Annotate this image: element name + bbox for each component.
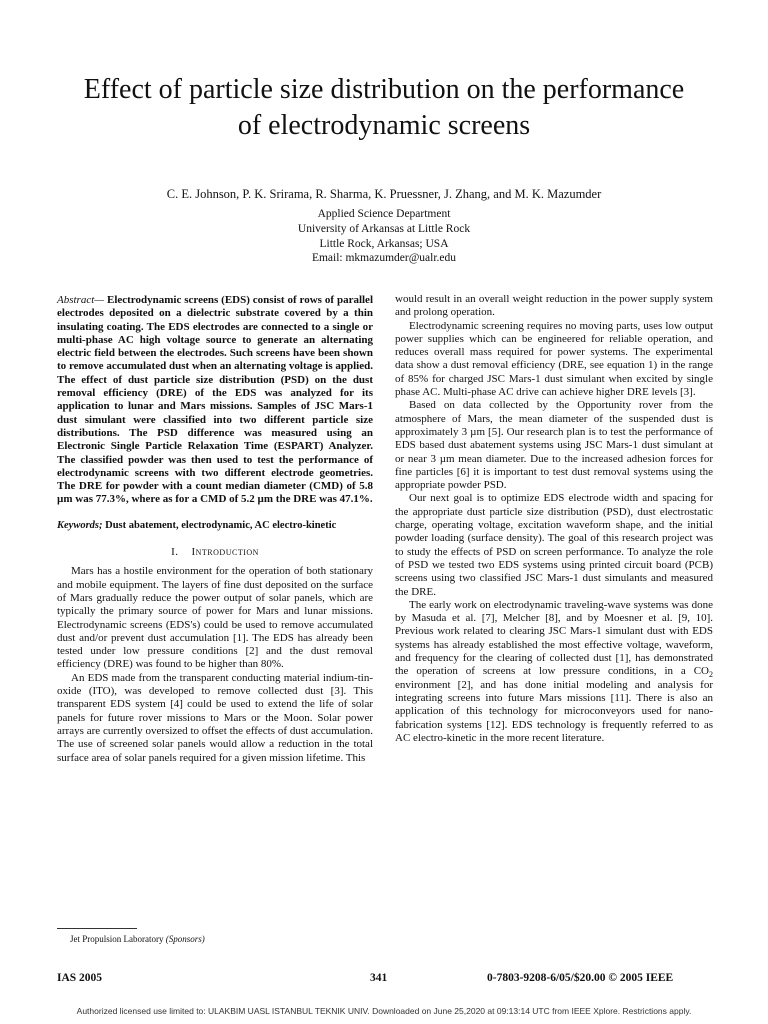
affiliation-univ: University of Arkansas at Little Rock [297, 222, 471, 235]
paragraph [395, 599, 713, 745]
title-line-2: of electrodynamic screens [237, 110, 531, 141]
footnote-italic: (Sponsors) [165, 934, 205, 944]
subscript: 2 [709, 670, 713, 680]
paragraph: An EDS made from the transparent conducting material indium-tin-oxide (ITO), was developed to remove collected dust [3]. This transparent EDS system [4] could be used to extend the life of solar panels for future rover missions to Mars or the Moon. Solar power arrays are currently oversized to offset the effects of dust accumulation. The use of screened solar panels would allow a reduction in the total surface area of solar panels required for a given mission lifetime. This [57, 671, 373, 764]
paragraph: Mars has a hostile environment for the operation of both stationary and mobile equipment. The layers of fine dust deposited on the surface of Mars gradually reduce the power output of solar panels, which are typically the primary source of power for Mars and lunar missions. Electrodynamic screens (EDS's) could be used to remove accumulated dust and/or prevent dust accumulation [1]. The EDS has already been tested under low pressure conditions [2] and the dust removal efficiency (DRE) was found to be higher than 80%. [57, 565, 373, 671]
title-line-1: Effect of particle size distribution on the performance [83, 74, 685, 105]
abstract [57, 294, 373, 507]
paragraph-text: The early work on electrodynamic traveling-wave systems was done by Masuda et al. [7], Melcher [8], and by Moesner et al. [9, 10]. Previous work related to clearing JSC Mars-1 simulant dust with EDS systems has already established the most effective voltage, waveform, and frequency for the clearing of collected dust [1], has demonstrated the operation of screens at low pressure conditions, in a CO [395, 598, 713, 678]
footer-copyright: 0-7803-9208-6/05/$20.00 © 2005 IEEE [487, 972, 674, 984]
paragraph: Our next goal is to optimize EDS electrode width and spacing for the appropriate dust particle size distribution (PSD), dust electrostatic charge, operating voltage, excitation waveform shape, and the initial powder loading (surface density). The goal of this research project was to study the effects of PSD on screen performance. To analyze the role of PSD we tested two EDS systems using printed circuit board (PCB) screens using two classified JSC Mars-1 dust simulants and measured the DRE. [395, 492, 713, 598]
abstract-label: Abstract— [57, 294, 105, 306]
license-notice: Authorized licensed use limited to: ULAKBIM UASL ISTANBUL TEKNIK UNIV. Downloaded on June 25,2020 at 09:13:14 UTC from IEEE Xplore. Restrictions apply. [76, 1006, 692, 1016]
affiliation-dept: Applied Science Department [317, 208, 451, 220]
keywords-text: Dust abatement, electrodynamic, AC electro-kinetic [102, 519, 337, 531]
footer-conference: IAS 2005 [57, 972, 103, 984]
footnote-text: Jet Propulsion Laboratory [70, 934, 166, 944]
page-number: 341 [370, 972, 388, 984]
left-column [57, 294, 373, 765]
section-title: Introduction [191, 546, 259, 559]
footnote [70, 934, 205, 944]
paper-title [40, 72, 728, 144]
paragraph: would result in an overall weight reduction in the power supply system and prolong operation. [395, 293, 713, 319]
abstract-text: Electrodynamic screens (EDS) consist of rows of parallel electrodes deposited on a dielectric substrate covered by a thin insulating coating. The EDS electrodes are connected to a single or multi-phase AC high voltage source to generate an alternating electric field between the electrodes. Such screens have been shown to remove accumulated dust when an alternating voltage is applied. The effect of dust particle size distribution (PSD) on the dust removal efficiency (DRE) of the EDS was analyzed for its application to lunar and Mars missions. Samples of JSC Mars-1 dust simulant were classified into two different particle size distributions. The PSD difference was measured using an Electronic Single Particle Relaxation Time (ESPART) Analyzer. The classified powder was then used to test the performance of electrodynamic screens with two different electrode geometries. The DRE for powder with a count median diameter (CMD) of 5.8 µm was 77.3%, where as for a CMD of 5.2 µm the DRE was 47.1%. [57, 294, 373, 506]
keywords [57, 519, 373, 532]
footnote-divider [57, 928, 137, 929]
author-list: C. E. Johnson, P. K. Srirama, R. Sharma, K. Pruessner, J. Zhang, and M. K. Mazumder [166, 187, 602, 201]
paragraph-text: environment [2], and has done initial modeling and analysis for integrating screens into future Mars missions [11]. There is also an application of this technology for microconveyors used for nano-fabrication systems [12]. EDS technology is frequently referred to as AC electro-kinetic in the more recent literature. [395, 678, 713, 744]
affiliation-email: Email: mkmazumder@ualr.edu [311, 252, 457, 265]
affiliation-block [40, 207, 728, 266]
affiliation-city: Little Rock, Arkansas; USA [319, 237, 449, 250]
section-number: I. [171, 546, 179, 559]
section-heading-introduction [57, 546, 373, 559]
paragraph: Based on data collected by the Opportunity rover from the atmosphere of Mars, the mean diameter of the suspended dust is approximately 3 µm [5]. Our research plan is to test the performance of EDS based dust abatement systems using JSC Mars-1 dust simulant at or near 3 µm mean diameter. Due to the increased adhesion forces for fine particles [6] it is important to test dust removal systems using the appropriate powder PSD. [395, 399, 713, 492]
keywords-label: Keywords; [57, 519, 103, 531]
paragraph: Electrodynamic screening requires no moving parts, uses low output power supplies which can be engineered for reliable operation, and reduces overall mass required for power systems. The experimental data show a dust removal efficiency (DRE, see equation 1) in the range of 85% for charged JSC Mars-1 dust simulant when excited by single phase AC. Multi-phase AC drive can achieve higher DRE levels [3]. [395, 319, 713, 399]
right-column [395, 293, 713, 745]
